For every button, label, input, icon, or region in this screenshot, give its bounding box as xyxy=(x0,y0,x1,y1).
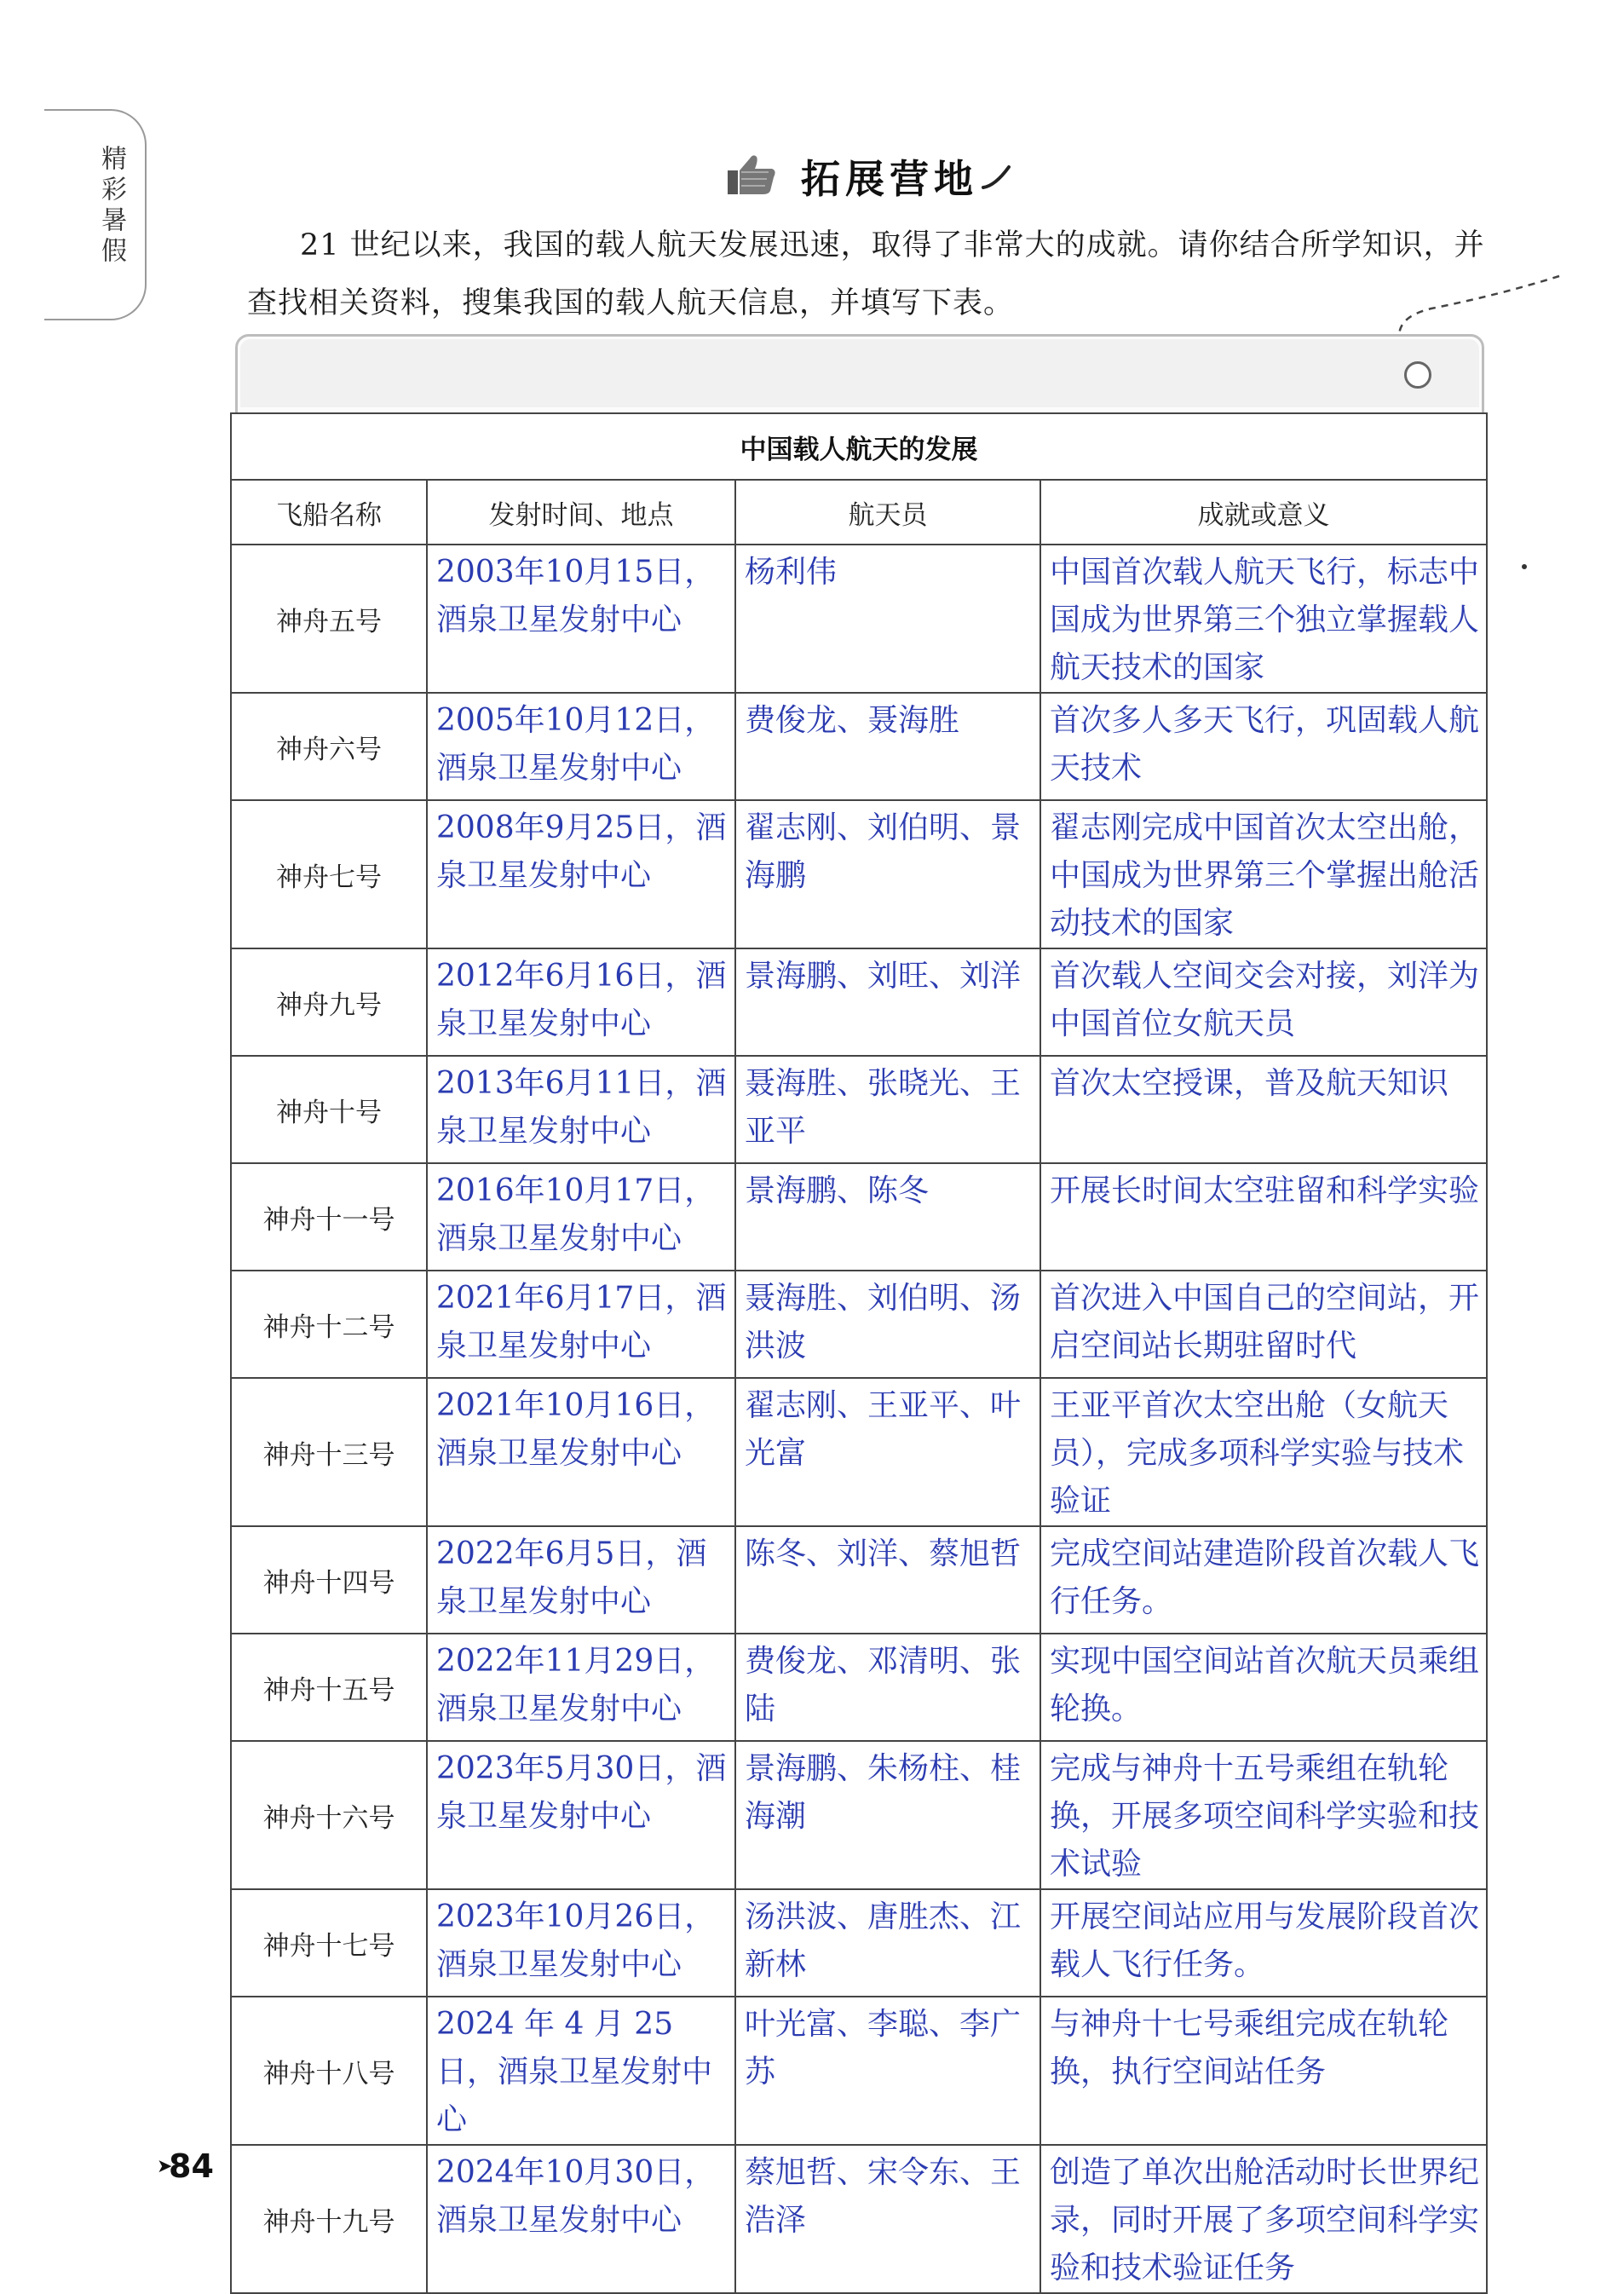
table-row xyxy=(231,1889,1487,1997)
table-row xyxy=(231,1378,1487,1526)
table-row xyxy=(231,545,1487,693)
crew-cell: 翟志刚、刘伯明、景海鹏 xyxy=(735,800,1040,948)
ship-name-cell: 神舟六号 xyxy=(231,693,427,800)
ship-name-cell: 神舟十六号 xyxy=(231,1741,427,1889)
header-crew: 航天员 xyxy=(735,480,1040,545)
crew-cell: 聂海胜、刘伯明、汤洪波 xyxy=(735,1271,1040,1378)
launch-cell: 2016年10月17日，酒泉卫星发射中心 xyxy=(427,1163,735,1271)
table-frame-header xyxy=(240,339,1479,407)
launch-cell: 2021年6月17日，酒泉卫星发射中心 xyxy=(427,1271,735,1378)
launch-cell: 2021年10月16日，酒泉卫星发射中心 xyxy=(427,1378,735,1526)
achievement-cell: 与神舟十七号乘组完成在轨轮换，执行空间站任务 xyxy=(1040,1997,1487,2145)
crew-cell: 汤洪波、唐胜杰、江新林 xyxy=(735,1889,1040,1997)
launch-cell: 2022年11月29日，酒泉卫星发射中心 xyxy=(427,1634,735,1741)
ship-name-cell: 神舟九号 xyxy=(231,948,427,1056)
crew-cell: 景海鹏、刘旺、刘洋 xyxy=(735,948,1040,1056)
achievement-cell: 实现中国空间站首次航天员乘组轮换。 xyxy=(1040,1634,1487,1741)
crew-cell: 叶光富、李聪、李广苏 xyxy=(735,1997,1040,2145)
crew-cell: 翟志刚、王亚平、叶光富 xyxy=(735,1378,1040,1526)
achievement-cell: 开展空间站应用与发展阶段首次载人飞行任务。 xyxy=(1040,1889,1487,1997)
table-row xyxy=(231,1741,1487,1889)
crew-cell: 陈冬、刘洋、蔡旭哲 xyxy=(735,1526,1040,1634)
achievement-cell: 中国首次载人航天飞行，标志中国成为世界第三个独立掌握载人航天技术的国家 xyxy=(1040,545,1487,693)
header-ship-name: 飞船名称 xyxy=(231,480,427,545)
table-row xyxy=(231,1997,1487,2145)
crew-cell: 景海鹏、朱杨柱、桂海潮 xyxy=(735,1741,1040,1889)
launch-cell: 2023年10月26日，酒泉卫星发射中心 xyxy=(427,1889,735,1997)
table-row xyxy=(231,800,1487,948)
achievement-cell: 首次进入中国自己的空间站，开启空间站长期驻留时代 xyxy=(1040,1271,1487,1378)
ship-name-cell: 神舟七号 xyxy=(231,800,427,948)
crew-cell: 景海鹏、陈冬 xyxy=(735,1163,1040,1271)
launch-cell: 2013年6月11日，酒泉卫星发射中心 xyxy=(427,1056,735,1163)
ring-icon xyxy=(1404,361,1431,389)
ship-name-cell: 神舟十二号 xyxy=(231,1271,427,1378)
spaceflight-table xyxy=(230,412,1488,2294)
crew-cell: 杨利伟 xyxy=(735,545,1040,693)
page-arrow-icon: ➤ xyxy=(157,2156,173,2177)
launch-cell: 2023年5月30日，酒泉卫星发射中心 xyxy=(427,1741,735,1889)
ship-name-cell: 神舟十八号 xyxy=(231,1997,427,2145)
header-launch: 发射时间、地点 xyxy=(427,480,735,545)
table-row xyxy=(231,693,1487,800)
intro-paragraph: 21 世纪以来，我国的载人航天发展迅速，取得了非常大的成就。请你结合所学知识，并查找相关资料，搜集我国的载人航天信息，并填写下表。 xyxy=(247,228,1485,320)
margin-dot xyxy=(1522,564,1527,569)
achievement-cell: 完成与神舟十五号乘组在轨轮换，开展多项空间科学实验和技术试验 xyxy=(1040,1741,1487,1889)
crew-cell: 蔡旭哲、宋令东、王浩泽 xyxy=(735,2145,1040,2293)
ship-name-cell: 神舟十四号 xyxy=(231,1526,427,1634)
side-tab-label: 精彩暑假 xyxy=(96,145,126,268)
ship-name-cell: 神舟十一号 xyxy=(231,1163,427,1271)
crew-cell: 费俊龙、聂海胜 xyxy=(735,693,1040,800)
launch-cell: 2012年6月16日，酒泉卫星发射中心 xyxy=(427,948,735,1056)
achievement-cell: 首次太空授课，普及航天知识 xyxy=(1040,1056,1487,1163)
flourish-icon xyxy=(980,162,1014,191)
header-achievement: 成就或意义 xyxy=(1040,480,1487,545)
achievement-cell: 首次多人多天飞行，巩固载人航天技术 xyxy=(1040,693,1487,800)
ship-name-cell: 神舟十九号 xyxy=(231,2145,427,2293)
table-row xyxy=(231,1634,1487,1741)
launch-cell: 2024 年 4 月 25 日，酒泉卫星发射中心 xyxy=(427,1997,735,2145)
achievement-cell: 创造了单次出舱活动时长世界纪录，同时开展了多项空间科学实验和技术验证任务 xyxy=(1040,2145,1487,2293)
achievement-cell: 完成空间站建造阶段首次载人飞行任务。 xyxy=(1040,1526,1487,1634)
achievement-cell: 王亚平首次太空出舱（女航天员），完成多项科学实验与技术验证 xyxy=(1040,1378,1487,1526)
achievement-cell: 开展长时间太空驻留和科学实验 xyxy=(1040,1163,1487,1271)
thumbs-up-icon xyxy=(724,152,777,196)
ship-name-cell: 神舟十五号 xyxy=(231,1634,427,1741)
table-row xyxy=(231,948,1487,1056)
launch-cell: 2022年6月5日，酒泉卫星发射中心 xyxy=(427,1526,735,1634)
launch-cell: 2008年9月25日，酒泉卫星发射中心 xyxy=(427,800,735,948)
achievement-cell: 翟志刚完成中国首次太空出舱，中国成为世界第三个掌握出舱活动技术的国家 xyxy=(1040,800,1487,948)
section-title: 拓展营地 xyxy=(801,156,978,202)
table-row xyxy=(231,2145,1487,2293)
table-row xyxy=(231,1271,1487,1378)
page-number: 84 xyxy=(169,2147,214,2185)
ship-name-cell: 神舟十三号 xyxy=(231,1378,427,1526)
launch-cell: 2003年10月15日，酒泉卫星发射中心 xyxy=(427,545,735,693)
table-row xyxy=(231,1056,1487,1163)
launch-cell: 2005年10月12日，酒泉卫星发射中心 xyxy=(427,693,735,800)
crew-cell: 聂海胜、张晓光、王亚平 xyxy=(735,1056,1040,1163)
ship-name-cell: 神舟五号 xyxy=(231,545,427,693)
launch-cell: 2024年10月30日，酒泉卫星发射中心 xyxy=(427,2145,735,2293)
ship-name-cell: 神舟十号 xyxy=(231,1056,427,1163)
table-row xyxy=(231,1526,1487,1634)
crew-cell: 费俊龙、邓清明、张陆 xyxy=(735,1634,1040,1741)
ship-name-cell: 神舟十七号 xyxy=(231,1889,427,1997)
achievement-cell: 首次载人空间交会对接，刘洋为中国首位女航天员 xyxy=(1040,948,1487,1056)
table-row xyxy=(231,1163,1487,1271)
table-title: 中国载人航天的发展 xyxy=(231,413,1487,480)
